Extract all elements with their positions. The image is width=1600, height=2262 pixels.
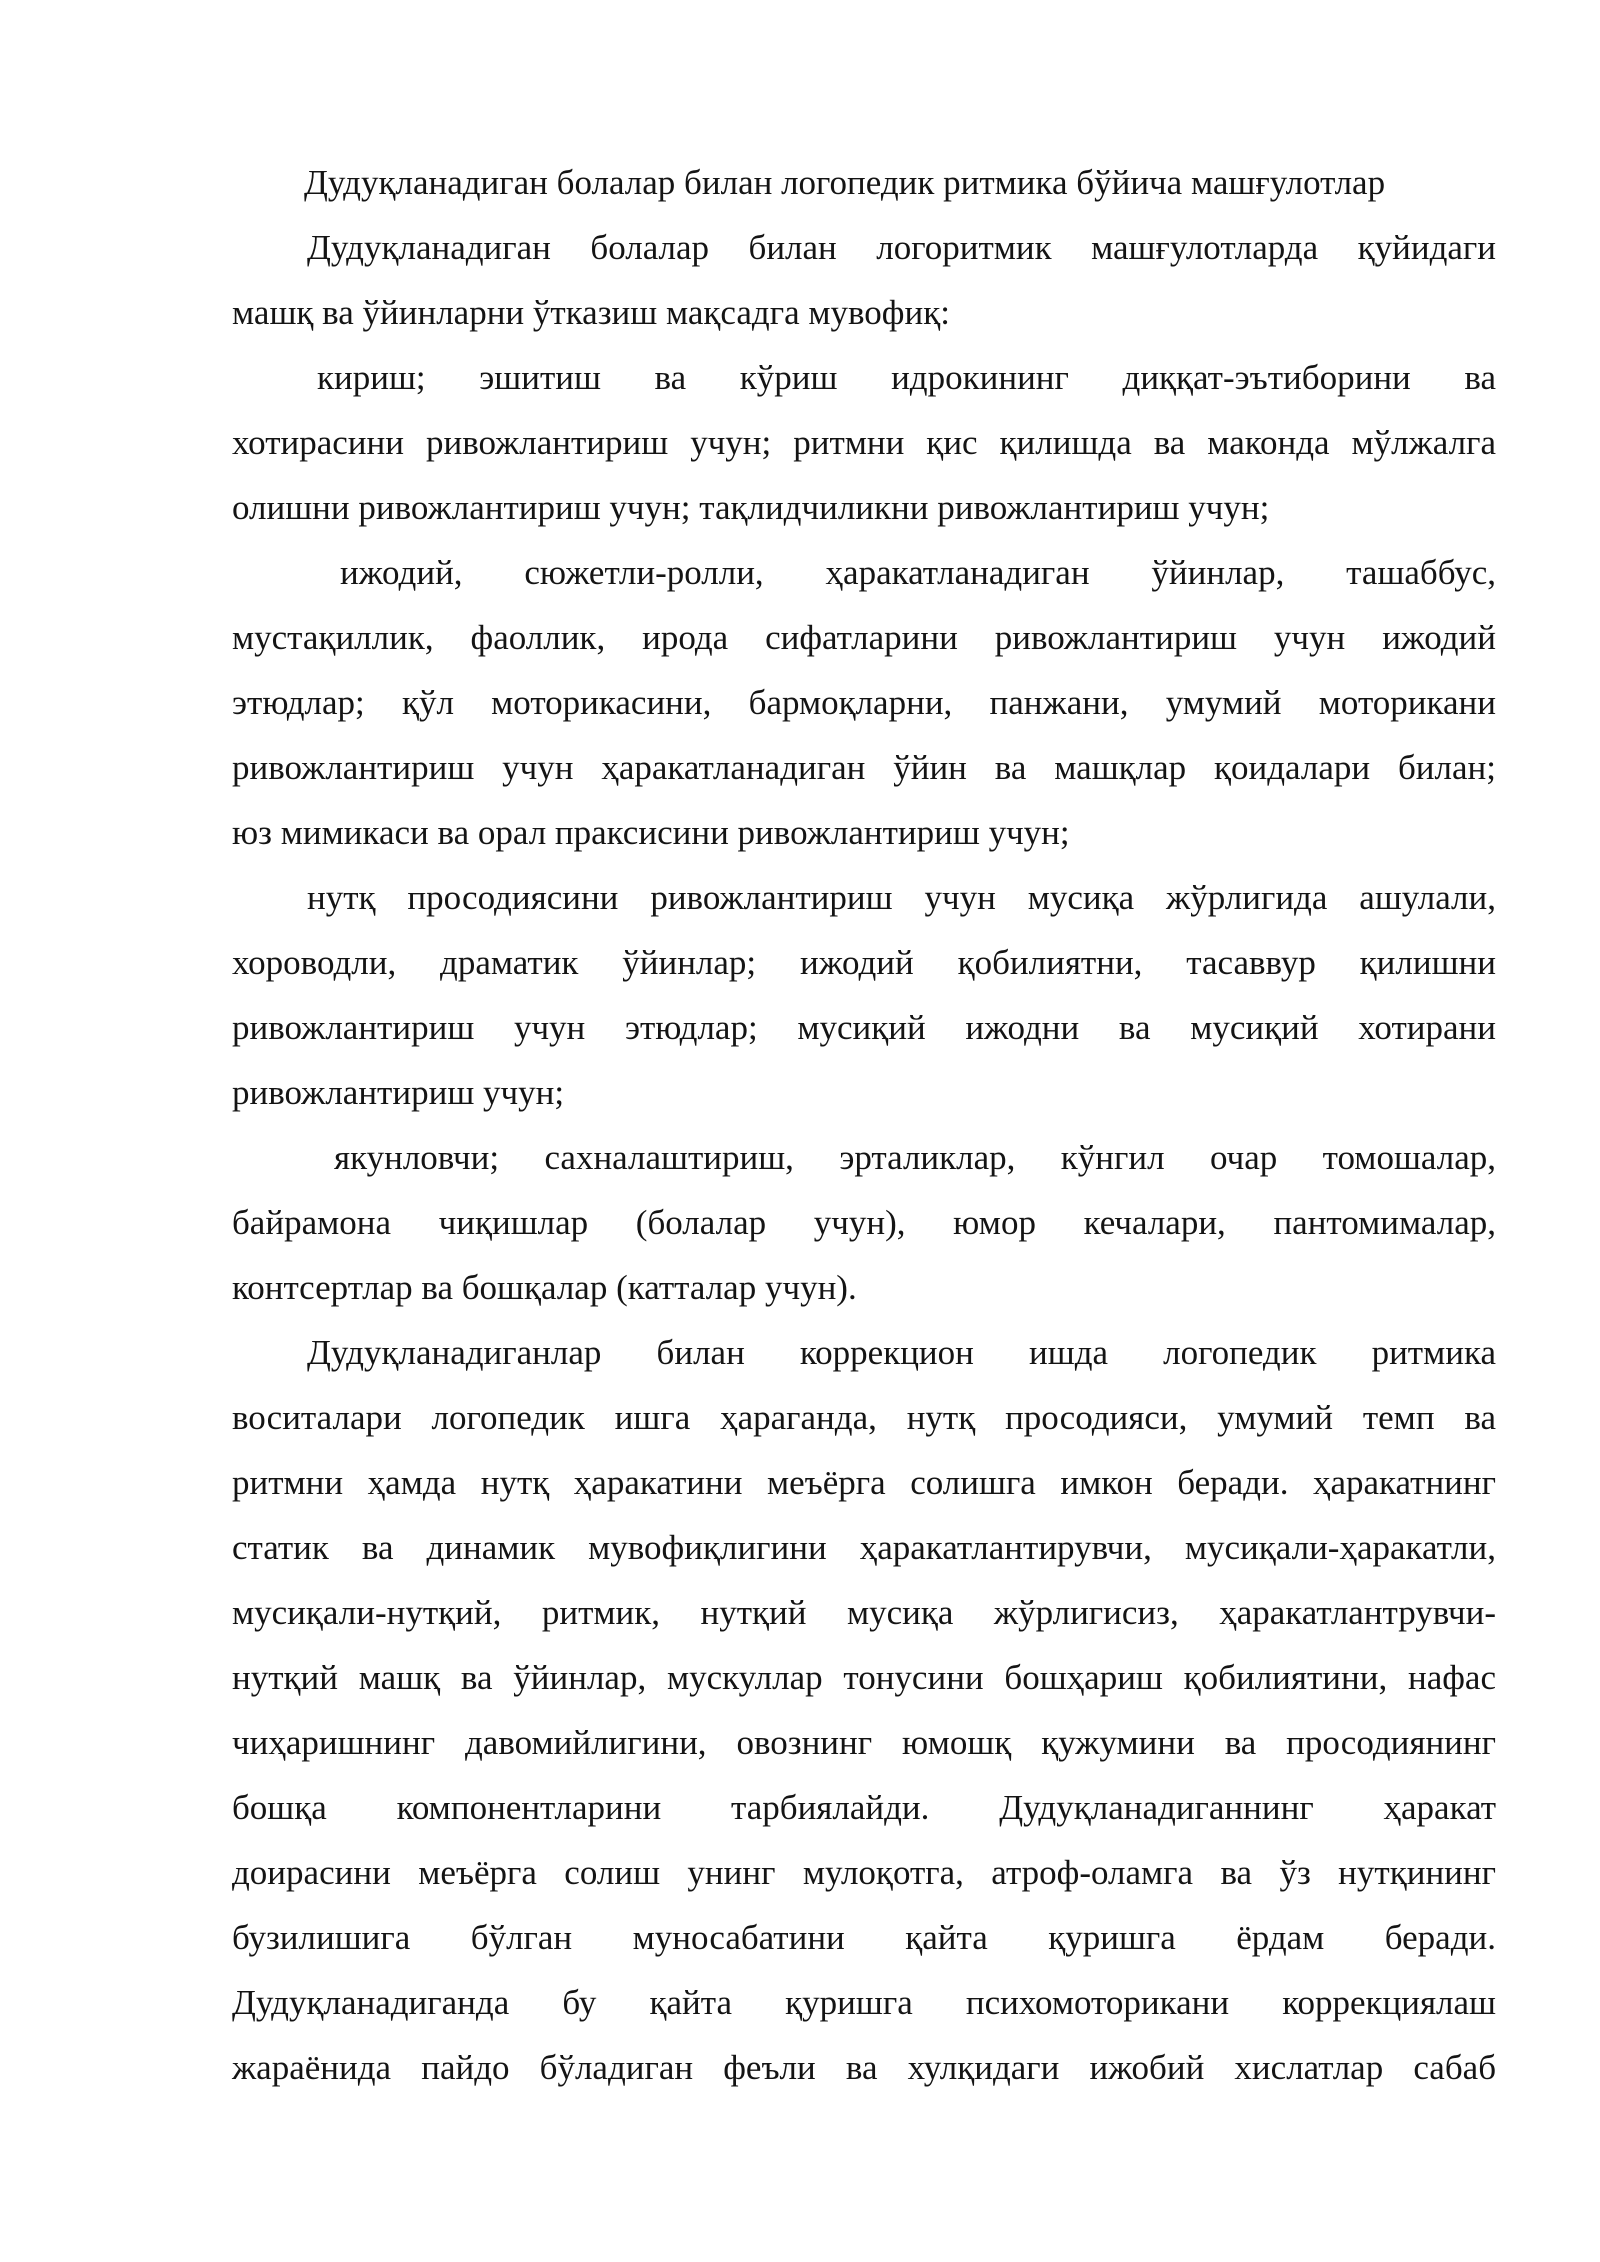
text-line: бузилишига бўлган муносабатини қайта қуришга ёрдам беради. xyxy=(232,1918,1496,1957)
text-line: ривожлантириш учун этюдлар; мусиқий ижодни ва мусиқий хотирани xyxy=(232,1008,1496,1047)
document-heading: Дудуқланадиган болалар билан логопедик ритмика бўйича машғулотлар xyxy=(304,163,1386,202)
document-body xyxy=(232,215,1496,2100)
text-line: ривожлантириш учун ҳаракатланадиган ўйин ва машқлар қоидалари билан; xyxy=(232,748,1496,787)
paragraph xyxy=(232,1125,1496,1320)
text-line: байрамона чиқишлар (болалар учун), юмор кечалари, пантомималар, xyxy=(232,1203,1496,1242)
text-line: юз мимикаси ва орал праксисини ривожлантириш учун; xyxy=(232,813,1070,852)
text-line: этюдлар; қўл моторикасини, бармоқларни, панжани, умумий моторикани xyxy=(232,683,1496,722)
text-line: мустақиллик, фаоллик, ирода сифатларини ривожлантириш учун ижодий xyxy=(232,618,1496,657)
text-line: статик ва динамик мувофиқлигини ҳаракатлантирувчи, мусиқали-ҳаракатли, xyxy=(232,1528,1496,1567)
text-line: чиҳаришнинг давомийлигини, овознинг юмошқ қужумини ва просодиянинг xyxy=(232,1723,1496,1762)
paragraph xyxy=(232,865,1496,1125)
text-line: Дудуқланадиганлар билан коррекцион ишда логопедик ритмика xyxy=(307,1333,1496,1372)
text-line: Дудуқланадиганда бу қайта қуришга психомоторикани коррекциялаш xyxy=(232,1983,1496,2022)
text-line: бошқа компонентларини тарбиялайди. Дудуқланадиганнинг ҳаракат xyxy=(232,1788,1496,1827)
text-line: жараёнида пайдо бўладиган феъли ва хулқидаги ижобий хислатлар сабаб xyxy=(232,2048,1496,2087)
paragraph xyxy=(232,1320,1496,2100)
text-line: контсертлар ва бошқалар (катталар учун). xyxy=(232,1268,857,1307)
text-line: нутқий машқ ва ўйинлар, мускуллар тонусини бошҳариш қобилиятини, нафас xyxy=(232,1658,1496,1697)
paragraph xyxy=(232,345,1496,540)
text-line: ривожлантириш учун; xyxy=(232,1073,565,1112)
text-line: олишни ривожлантириш учун; тақлидчиликни ривожлантириш учун; xyxy=(232,488,1270,527)
paragraph xyxy=(232,215,1496,345)
paragraph xyxy=(232,540,1496,865)
text-line: Дудуқланадиган болалар билан логоритмик машғулотларда қуйидаги xyxy=(307,228,1496,267)
text-line: нутқ просодиясини ривожлантириш учун мусиқа жўрлигида ашулали, xyxy=(307,878,1496,917)
text-line: кириш; эшитиш ва кўриш идрокининг диққат-эътиборини ва xyxy=(317,358,1496,397)
text-line: якунловчи; сахналаштириш, эрталиклар, кўнгил очар томошалар, xyxy=(334,1138,1496,1177)
text-line: мусиқали-нутқий, ритмик, нутқий мусиқа жўрлигисиз, ҳаракатлантрувчи- xyxy=(232,1593,1496,1632)
text-line: машқ ва ўйинларни ўтказиш мақсадга мувофиқ: xyxy=(232,293,950,332)
text-line: доирасини меъёрга солиш унинг мулоқотга, атроф-оламга ва ўз нутқининг xyxy=(232,1853,1496,1892)
text-line: ритмни ҳамда нутқ ҳаракатини меъёрга солишга имкон беради. ҳаракатнинг xyxy=(232,1463,1496,1502)
text-line: воситалари логопедик ишга ҳараганда, нутқ просодияси, умумий темп ва xyxy=(232,1398,1496,1437)
document-page xyxy=(232,150,1496,2100)
text-line: хотирасини ривожлантириш учун; ритмни қис қилишда ва маконда мўлжалга xyxy=(232,423,1496,462)
text-line: ижодий, сюжетли-ролли, ҳаракатланадиган ўйинлар, ташаббус, xyxy=(340,553,1496,592)
text-line: хороводли, драматик ўйинлар; ижодий қобилиятни, тасаввур қилишни xyxy=(232,943,1496,982)
